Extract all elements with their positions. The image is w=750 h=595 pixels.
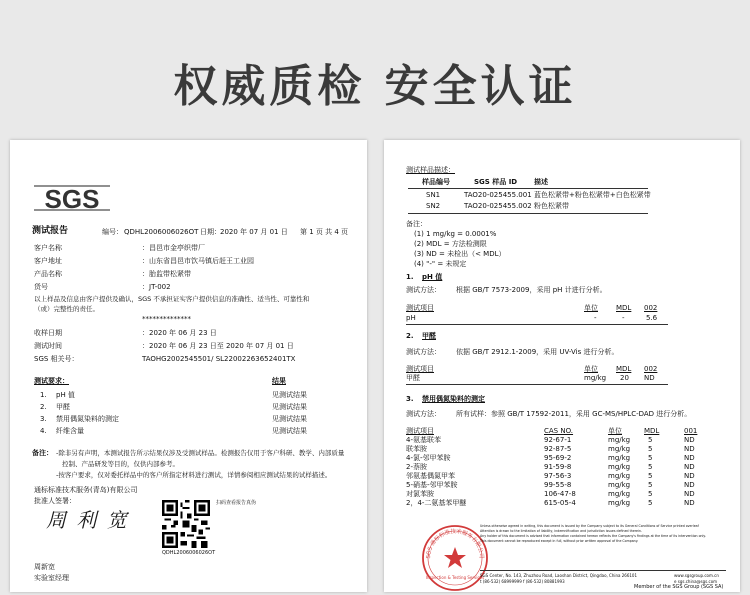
req-item: 禁用偶氮染料的测定	[56, 415, 119, 423]
table-cell: ND	[684, 472, 695, 480]
field-label: 收样日期	[34, 329, 62, 337]
footer-phone: t (86-532) 68999999 f (86-532) 80881993	[480, 579, 565, 584]
table-cell: -	[594, 314, 597, 322]
note-line: (3) ND = 未检出（< MDL）	[414, 250, 506, 258]
req-header: 测试要求：	[34, 377, 69, 385]
report-title: 测试报告	[32, 226, 69, 236]
result-header: 结果	[272, 377, 286, 385]
table-header: MDL	[616, 304, 632, 312]
table-cell: 97-56-3	[544, 472, 572, 480]
star-divider: **************	[142, 315, 191, 323]
field-label: 产品名称	[34, 270, 62, 278]
report-results-page	[384, 140, 740, 592]
req-no: 1.	[40, 391, 47, 399]
footer-email: e sgs.china@sgs.com	[674, 579, 718, 584]
table-cell: mg/kg	[608, 454, 631, 462]
note-line: (4) "-" = 未规定	[414, 260, 467, 268]
table-cell: 邻氨基偶氮甲苯	[406, 472, 455, 480]
table-header: 单位	[584, 365, 598, 373]
req-no: 4.	[40, 427, 47, 435]
table-cell: ND	[684, 481, 695, 489]
table-cell: 2，4-二氨基苯甲醚	[406, 499, 467, 507]
divider	[406, 384, 668, 385]
footer-member: Member of the SGS Group (SGS SA)	[634, 584, 724, 590]
report-date: 2020 年 07 月 01 日	[220, 228, 288, 236]
table-cell: 5	[648, 481, 653, 489]
sample-id: TAO20-025455.002	[464, 202, 532, 210]
divider	[480, 570, 726, 571]
company-name: 通标标准技术服务(青岛)有限公司	[34, 486, 138, 494]
field-value: ：2020 年 06 月 23 日	[142, 329, 217, 337]
table-cell: 92-67-1	[544, 436, 572, 444]
table-cell: ND	[684, 463, 695, 471]
table-cell: ND	[684, 454, 695, 462]
section-no: 2.	[406, 332, 414, 340]
table-header: 测试项目	[406, 427, 434, 435]
table-cell: 5	[648, 499, 653, 507]
table-cell: 4-氨基联苯	[406, 436, 441, 444]
table-cell: 甲醛	[406, 374, 420, 382]
table-cell: -	[622, 314, 625, 322]
fine-print: Attention is drawn to the limitation of liability, indemnification and jurisdiction issues defined therein.	[480, 529, 642, 533]
req-result: 见测试结果	[272, 415, 307, 423]
table-header: CAS NO.	[544, 427, 574, 435]
signer-title: 实验室经理	[34, 574, 69, 582]
table-cell: ND	[684, 499, 695, 507]
disclaimer-line: （或）完整性的责任。	[34, 305, 99, 313]
table-cell: 91-59-8	[544, 463, 572, 471]
report-number: QDHL2006006026OT	[124, 228, 199, 236]
table-cell: mg/kg	[608, 481, 631, 489]
table-cell: 5	[648, 445, 653, 453]
remark-line: -除非另有声明，本测试报告所示结果仅涉及受测试样品。检测报告仅用于客户科研、教学、内部质量	[56, 449, 345, 457]
field-value: ：昌邑市金亭织带厂	[142, 244, 205, 252]
table-cell: ND	[684, 445, 695, 453]
req-no: 2.	[40, 403, 47, 411]
remark-label: 备注：	[32, 449, 53, 457]
report-date-label: 日期：	[200, 228, 221, 236]
table-cell: ND	[684, 436, 695, 444]
qr-caption: 扫码查看报告真伪	[216, 500, 257, 506]
table-cell: pH	[406, 314, 416, 322]
req-item: 甲醛	[56, 403, 70, 411]
section-no: 3.	[406, 395, 414, 403]
section-title: 禁用偶氮染料的测定	[422, 395, 485, 403]
section-title: pH 值	[422, 273, 443, 281]
table-cell: 20	[620, 374, 629, 382]
divider	[408, 213, 648, 214]
report-number-label: 编号：	[102, 228, 123, 236]
divider	[408, 188, 648, 189]
req-item: pH 值	[56, 391, 75, 399]
table-cell: ND	[644, 374, 655, 382]
note-line: (2) MDL = 方法检测限	[414, 240, 487, 248]
footer-web: www.sgsgroup.com.cn	[674, 573, 719, 578]
table-header: MDL	[644, 427, 660, 435]
field-label: 货号	[34, 283, 48, 291]
table-cell: mg/kg	[608, 499, 631, 507]
sgs-logo	[32, 178, 112, 218]
fine-print: This document cannot be reproduced except in full, without prior written approval of the Company.	[480, 539, 639, 543]
remark-line: -按客户要求，仅对委托样品中的客户所指定材料进行测试，详情参阅相应测试结果的试样描述。	[56, 471, 332, 479]
table-header: MDL	[616, 365, 632, 373]
table-cell: mg/kg	[608, 490, 631, 498]
field-value: TAOHG2002545501/ SL22002263652401TX	[142, 355, 296, 363]
sample-no: SN2	[426, 202, 441, 210]
page-info: 第 1 页 共 4 页	[300, 228, 349, 236]
table-cell: mg/kg	[584, 374, 607, 382]
table-header: 002	[644, 365, 658, 373]
table-cell: 92-87-5	[544, 445, 572, 453]
field-value: ：JT-002	[142, 283, 171, 291]
fine-print: Any holder of this document is advised that information contained hereon reflects the Company's findings at the time of its intervention only.	[480, 534, 706, 538]
sample-desc-label: 测试样品描述：	[406, 166, 455, 174]
table-cell: mg/kg	[608, 463, 631, 471]
field-value: ：山东省昌邑市饮马镇后赶王工业园	[142, 257, 254, 265]
table-header: 测试项目	[406, 365, 434, 373]
table-cell: 4-氯-邻甲苯胺	[406, 454, 451, 462]
table-header: 单位	[584, 304, 598, 312]
req-result: 见测试结果	[272, 427, 307, 435]
sample-no: SN1	[426, 191, 441, 199]
table-header: 002	[644, 304, 658, 312]
field-label: 客户地址	[34, 257, 62, 265]
method-text: 依据 GB/T 2912.1-2009，采用 UV-Vis 进行分析。	[456, 348, 619, 356]
field-label: 测试时间	[34, 342, 62, 350]
section-title: 甲醛	[422, 332, 436, 340]
table-cell: 5	[648, 454, 653, 462]
sample-desc: 蓝色松紧带+粉色松紧带+白色松紧带	[534, 191, 651, 199]
table-header: 001	[684, 427, 698, 435]
stamp-sub: Inspection & Testing Services	[425, 575, 485, 580]
table-cell: 5	[648, 472, 653, 480]
req-result: 见测试结果	[272, 391, 307, 399]
req-item: 纤维含量	[56, 427, 84, 435]
table-header: 测试项目	[406, 304, 434, 312]
table-cell: 5.6	[646, 314, 658, 322]
table-cell: 106-47-8	[544, 490, 576, 498]
method-label: 测试方法：	[406, 348, 441, 356]
method-text: 根据 GB/T 7573-2009，采用 pH 计进行分析。	[456, 286, 607, 294]
signer-name: 周新宽	[34, 563, 55, 571]
sample-header: 样品编号	[422, 178, 450, 186]
table-cell: mg/kg	[608, 445, 631, 453]
req-no: 3.	[40, 415, 47, 423]
method-label: 测试方法：	[406, 286, 441, 294]
notes-label: 备注：	[406, 220, 427, 228]
stamp-text: SGS 通标标准技术服务有限公司	[425, 528, 485, 559]
table-cell: 对氯苯胺	[406, 490, 434, 498]
report-cover-page	[10, 140, 367, 592]
table-cell: 95-69-2	[544, 454, 572, 462]
fine-print: Unless otherwise agreed in writing, this document is issued by the Company subject to its General Conditions of Service printed overleaf	[480, 524, 699, 528]
qr-code-number: QDHL2006006026OT	[162, 550, 216, 556]
section-no: 1.	[406, 273, 414, 281]
sample-desc: 粉色松紧带	[534, 202, 569, 210]
table-cell: 5	[648, 490, 653, 498]
qr-code-icon	[162, 500, 210, 548]
table-cell: mg/kg	[608, 472, 631, 480]
table-cell: ND	[684, 490, 695, 498]
table-cell: 5	[648, 463, 653, 471]
field-value: ：胎监带松紧带	[142, 270, 191, 278]
banner-title: 权威质检 安全认证	[173, 61, 577, 112]
table-header: 单位	[608, 427, 622, 435]
sample-id: TAO20-025455.001	[464, 191, 532, 199]
table-cell: mg/kg	[608, 436, 631, 444]
table-cell: 5	[648, 436, 653, 444]
req-result: 见测试结果	[272, 403, 307, 411]
table-cell: 2-萘胺	[406, 463, 427, 471]
footer-address: SGS Center, No. 143, Zhuzhou Road, Laoshan District, Qingdao, China 266101	[480, 573, 638, 578]
logo-text: SGS	[44, 184, 100, 214]
remark-line: 控制、产品研发等目的，仅供内部参考。	[62, 460, 179, 468]
field-label: 客户名称	[34, 244, 62, 252]
method-label: 测试方法：	[406, 410, 441, 418]
signature: 周 利 宽	[46, 508, 129, 532]
table-cell: 615-05-4	[544, 499, 576, 507]
field-label: SGS 相关号：	[34, 355, 79, 363]
approver-label: 批准人签署：	[34, 497, 76, 505]
field-value: ：2020 年 06 月 23 日至 2020 年 07 月 01 日	[142, 342, 294, 350]
method-text: 所有试样：参照 GB/T 17592-2011，采用 GC-MS/HPLC-DAD 进行分析。	[456, 410, 692, 418]
sample-header: 描述	[534, 178, 548, 186]
table-cell: 5-硝基-邻甲苯胺	[406, 481, 458, 489]
divider	[406, 324, 668, 325]
note-line: (1) 1 mg/kg = 0.0001%	[414, 230, 497, 238]
sample-header: SGS 样品 ID	[474, 178, 518, 186]
disclaimer-line: 以上样品及信息由客户提供及确认，SGS 不承担证实客户提供信息的准确性、适当性、可靠性和	[34, 295, 310, 303]
table-cell: 联苯胺	[406, 445, 427, 453]
table-cell: 99-55-8	[544, 481, 572, 489]
